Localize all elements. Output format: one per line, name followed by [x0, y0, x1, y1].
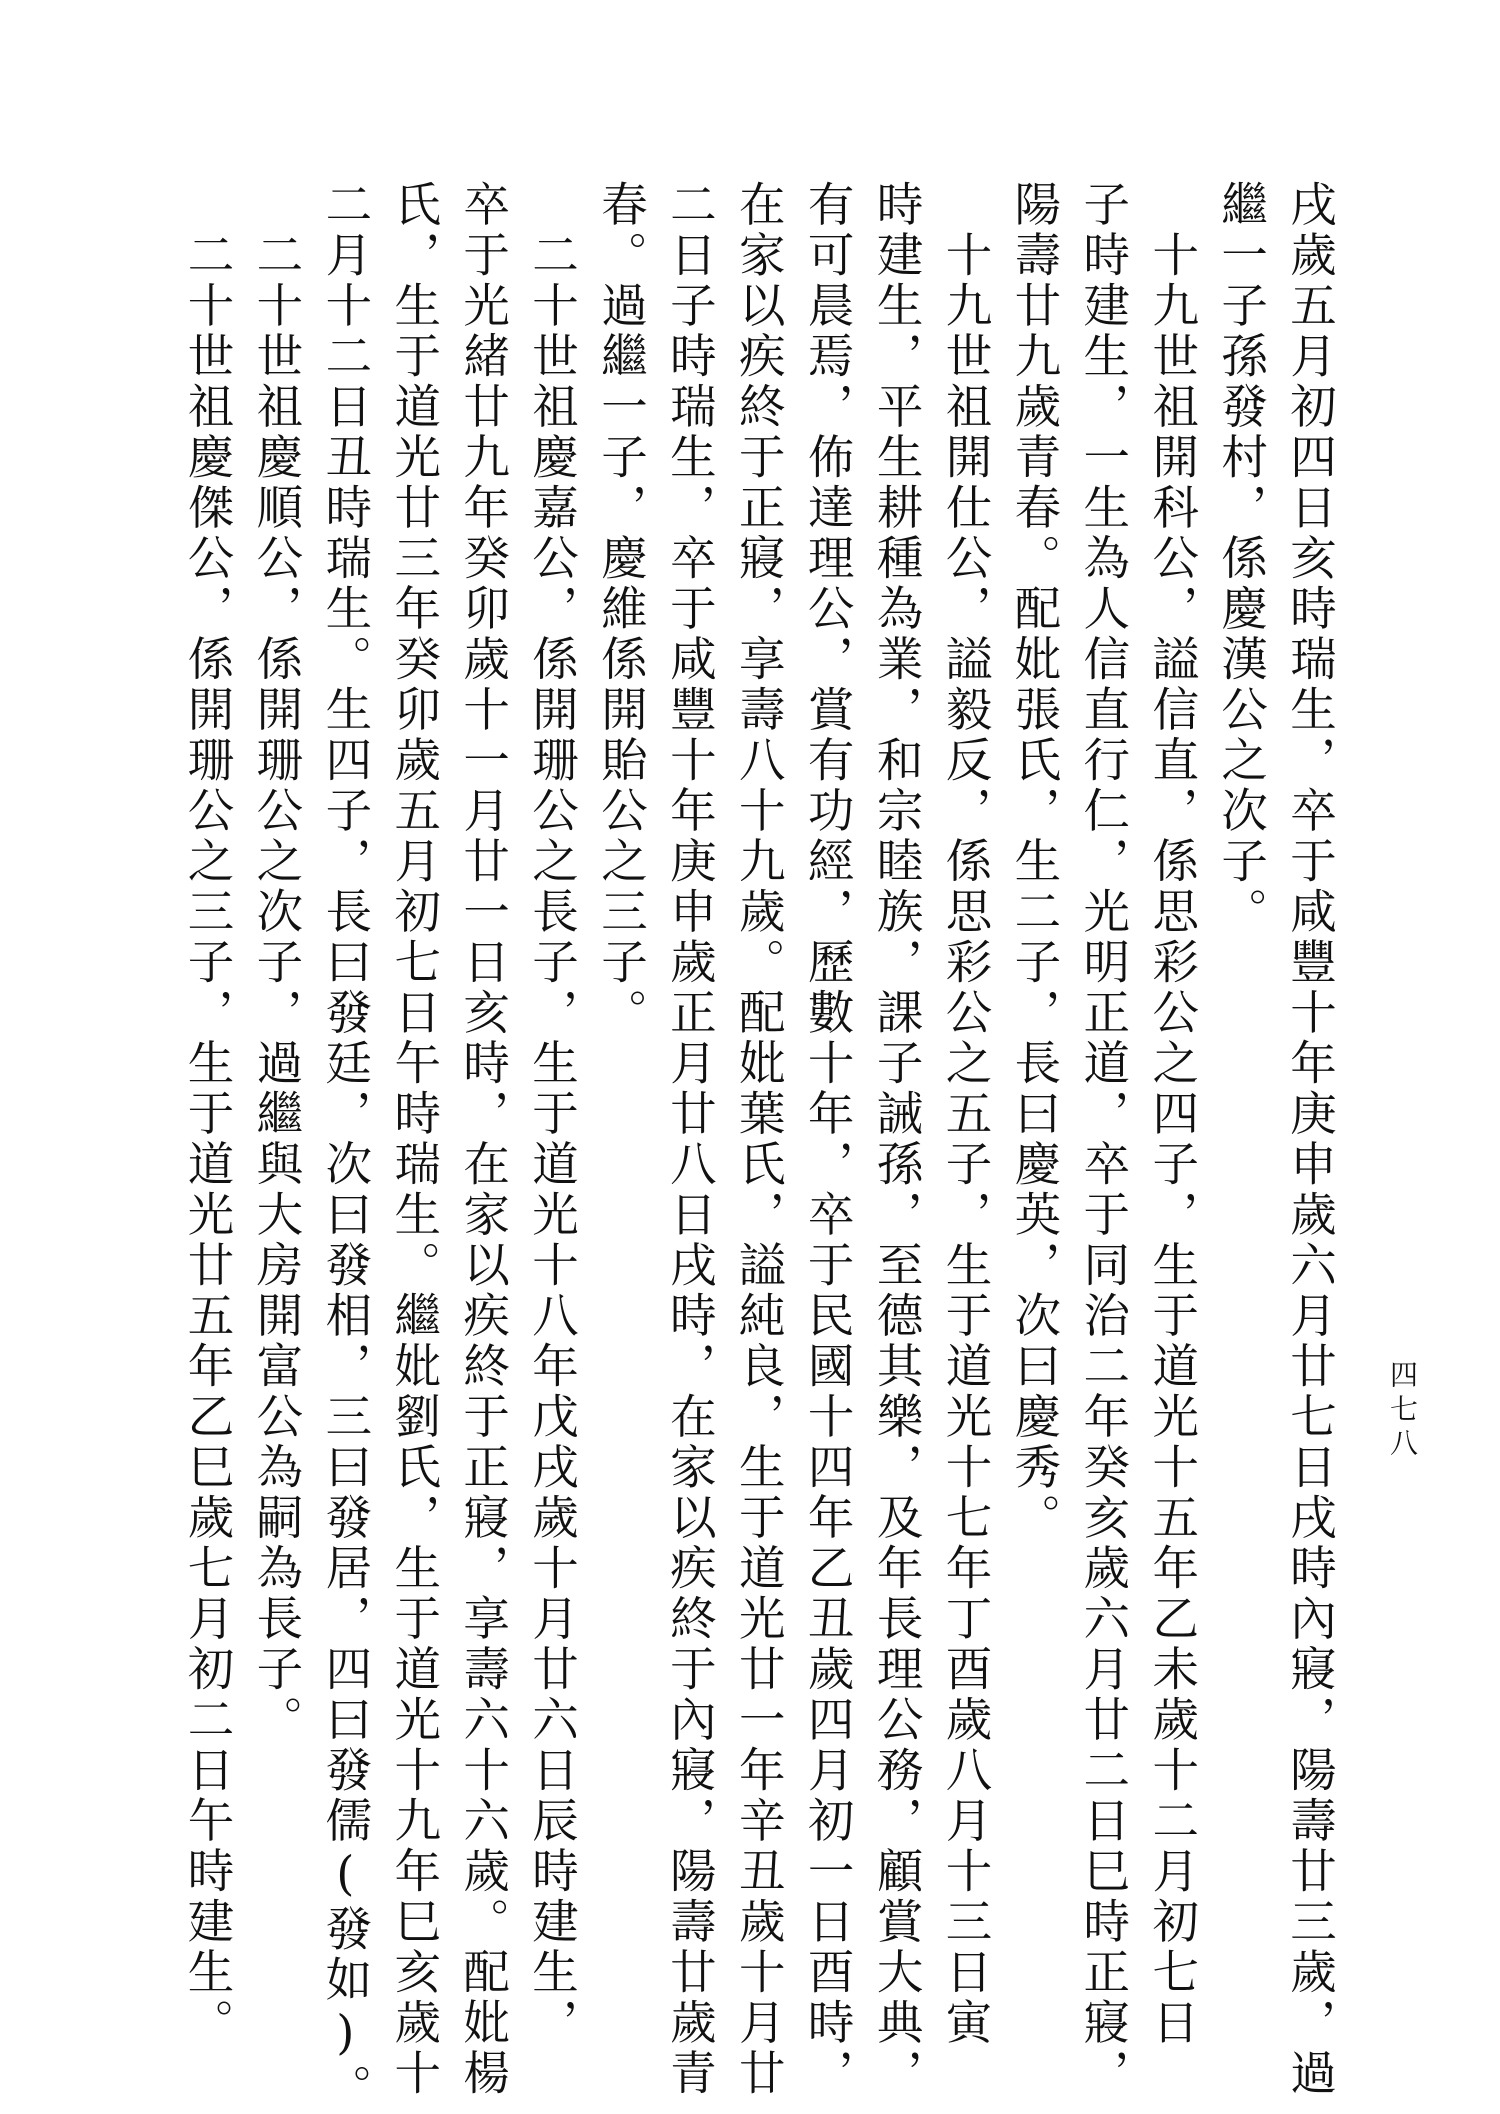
page-number: 四七八	[1386, 1360, 1419, 1462]
text-column: 十九世祖開仕公，謚毅反，係思彩公之五子，生于道光十七年丁酉歲八月十三日寅	[938, 180, 993, 2049]
text-column: 二十世祖慶嘉公，係開珊公之長子，生于道光十八年戊戌歲十月廿六日辰時建生，	[525, 180, 580, 2049]
text-column: 有可晨焉，佈達理公，賞有功經，歷數十年，卒于民國十四年乙丑歲四月初一日酉時，	[800, 180, 855, 2099]
text-column: 春。過繼一子，慶維係開貽公之三子。	[593, 180, 648, 1039]
text-column: 卒于光緒廿九年癸卯歲十一月廿一日亥時，在家以疾終于正寢，享壽六十六歲。配妣楊	[456, 180, 511, 2099]
text-column: 繼一子孫發村，係慶漢公之次子。	[1214, 180, 1269, 938]
text-column: 二日子時瑞生，卒于咸豐十年庚申歲正月廿八日戌時，在家以疾終于內寢，陽壽廿歲青	[662, 180, 717, 2099]
text-column: 在家以疾終于正寢，享壽八十九歲。配妣葉氏，謚純良，生于道光廿一年辛丑歲十月廿	[731, 180, 786, 2099]
text-column: 子時建生，一生為人信直行仁，光明正道，卒于同治二年癸亥歲六月廿二日巳時正寢，	[1076, 180, 1131, 2099]
text-column: 氏，生于道光廿三年癸卯歲五月初七日午時瑞生。繼妣劉氏，生于道光十九年巳亥歲十	[387, 180, 442, 2099]
text-column: 二十世祖慶順公，係開珊公之次子，過繼與大房開富公為嗣為長子。	[249, 180, 304, 1746]
text-column: 二月十二日丑時瑞生。生四子，長曰發廷，次曰發相，三曰發居，四曰發儒(發如)。	[318, 180, 373, 2114]
text-column: 十九世祖開科公，謚信直，係思彩公之四子，生于道光十五年乙未歲十二月初七日	[1145, 180, 1200, 2049]
text-column: 時建生，平生耕種為業，和宗睦族，課子誡孫，至德其樂，及年長理公務，顧賞大典，	[869, 180, 924, 2099]
text-column: 二十世祖慶傑公，係開珊公之三子，生于道光廿五年乙巳歲七月初二日午時建生。	[180, 180, 235, 2049]
text-column: 戌歲五月初四日亥時瑞生，卒于咸豐十年庚申歲六月廿七日戌時內寢，陽壽廿三歲，過	[1283, 180, 1337, 2099]
genealogy-text	[172, 180, 1344, 2114]
text-column: 陽壽廿九歲青春。配妣張氏，生二子，長曰慶英，次曰慶秀。	[1007, 180, 1062, 1544]
